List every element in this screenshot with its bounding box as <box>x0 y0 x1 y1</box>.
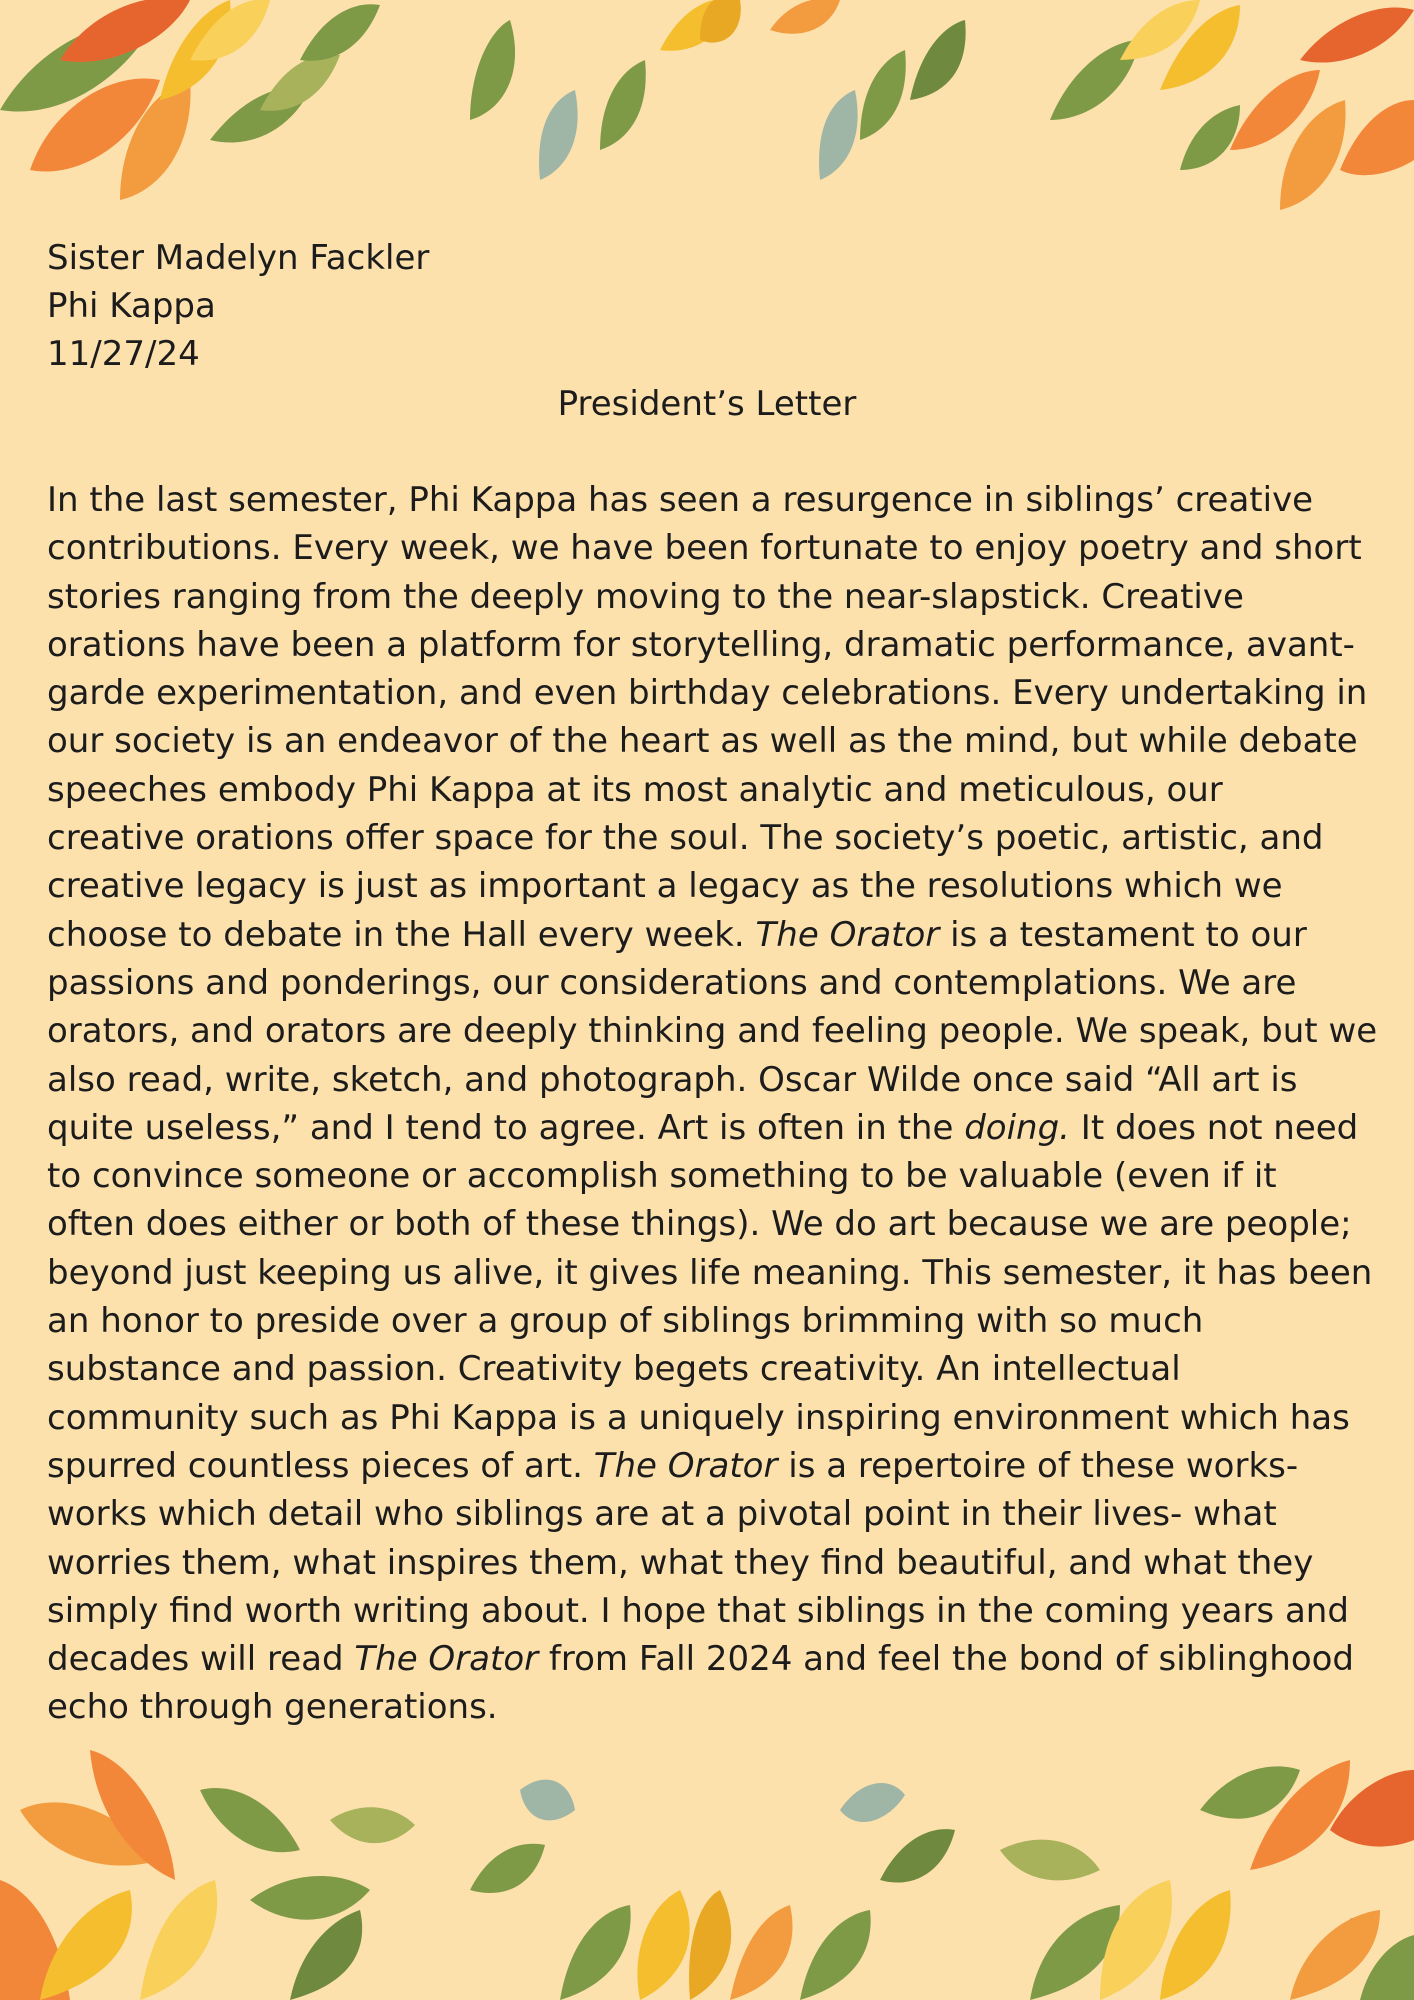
body-line: beyond just keeping us alive, it gives life meaning. This semester, it has been <box>47 1252 1373 1293</box>
body-line: orators, and orators are deeply thinking and feeling people. We speak, but we <box>47 1011 1378 1052</box>
body-line: creative orations offer space for the soul. The society’s poetic, artistic, and <box>47 818 1324 859</box>
organization-name: Phi Kappa <box>47 286 216 326</box>
body-line: our society is an endeavor of the heart as well as the mind, but while debate <box>47 721 1358 762</box>
body-line: community such as Phi Kappa is a uniquely inspiring environment which has <box>47 1397 1350 1438</box>
body-line-text: quite useless,” and I tend to agree. Art is often in the <box>47 1107 965 1148</box>
body-line: speeches embody Phi Kappa at its most analytic and meticulous, our <box>47 769 1223 810</box>
body-line: an honor to preside over a group of siblings brimming with so much <box>47 1301 1204 1342</box>
body-line <box>47 1442 1392 1490</box>
leaf-cluster-top-left <box>0 0 380 200</box>
leaf-cluster-bottom-right <box>1000 1760 1414 2000</box>
emphasized-text: The Orator <box>593 1445 778 1486</box>
emphasized-text: The Orator <box>354 1639 539 1680</box>
body-line: worries them, what inspires them, what they find beautiful, and what they <box>47 1542 1314 1583</box>
body-line: passions and ponderings, our considerations and contemplations. We are <box>47 962 1297 1003</box>
body-line-text: spurred countless pieces of art. <box>47 1445 594 1486</box>
emphasized-text: The Orator <box>755 914 940 955</box>
letter-body <box>47 476 1392 1732</box>
letter-date: 11/27/24 <box>47 334 200 374</box>
emphasized-text: doing. <box>964 1107 1070 1148</box>
body-line: echo through generations. <box>47 1687 498 1728</box>
letter-header <box>47 234 429 378</box>
body-line: also read, write, sketch, and photograph. Oscar Wilde once said “All art is <box>47 1059 1298 1100</box>
body-line: In the last semester, Phi Kappa has seen a resurgence in siblings’ creative <box>47 480 1314 520</box>
author-name: Sister Madelyn Fackler <box>47 238 430 278</box>
body-line: substance and passion. Creativity begets creativity. An intellectual <box>47 1349 1181 1390</box>
body-line-text: is a repertoire of these works- <box>777 1445 1299 1486</box>
body-line: garde experimentation, and even birthday celebrations. Every undertaking in <box>47 673 1368 714</box>
body-line: to convince someone or accomplish something to be valuable (even if it <box>47 1156 1277 1197</box>
body-line <box>47 1635 1392 1683</box>
leaf-cluster-top-center <box>470 0 966 180</box>
letter-title: President’s Letter <box>557 384 857 424</box>
body-line: stories ranging from the deeply moving to the near-slapstick. Creative <box>47 576 1244 617</box>
body-line: orations have been a platform for storytelling, dramatic performance, avant- <box>47 624 1355 665</box>
leaf-cluster-top-right <box>1050 0 1414 210</box>
body-line-text: is a testament to our <box>939 914 1307 955</box>
body-line: often does either or both of these things). We do art because we are people; <box>47 1204 1352 1245</box>
top-foliage-decoration <box>0 0 1414 220</box>
body-line-text: from Fall 2024 and feel the bond of siblinghood <box>538 1639 1355 1680</box>
body-line: contributions. Every week, we have been fortunate to enjoy poetry and short <box>47 528 1362 569</box>
body-line: creative legacy is just as important a legacy as the resolutions which we <box>47 866 1283 907</box>
body-line: simply find worth writing about. I hope that siblings in the coming years and <box>47 1590 1349 1631</box>
leaf-cluster-bottom-center <box>470 1780 955 2000</box>
bottom-foliage-decoration <box>0 1730 1414 2000</box>
leaf-cluster-bottom-left <box>0 1750 415 2000</box>
body-line-text: It does not need <box>1069 1107 1359 1148</box>
body-line <box>47 1104 1392 1152</box>
body-line <box>47 911 1392 959</box>
body-line: works which detail who siblings are at a pivotal point in their lives- what <box>47 1494 1277 1535</box>
body-line-text: choose to debate in the Hall every week. <box>47 914 756 955</box>
body-line-text: decades will read <box>47 1639 355 1680</box>
